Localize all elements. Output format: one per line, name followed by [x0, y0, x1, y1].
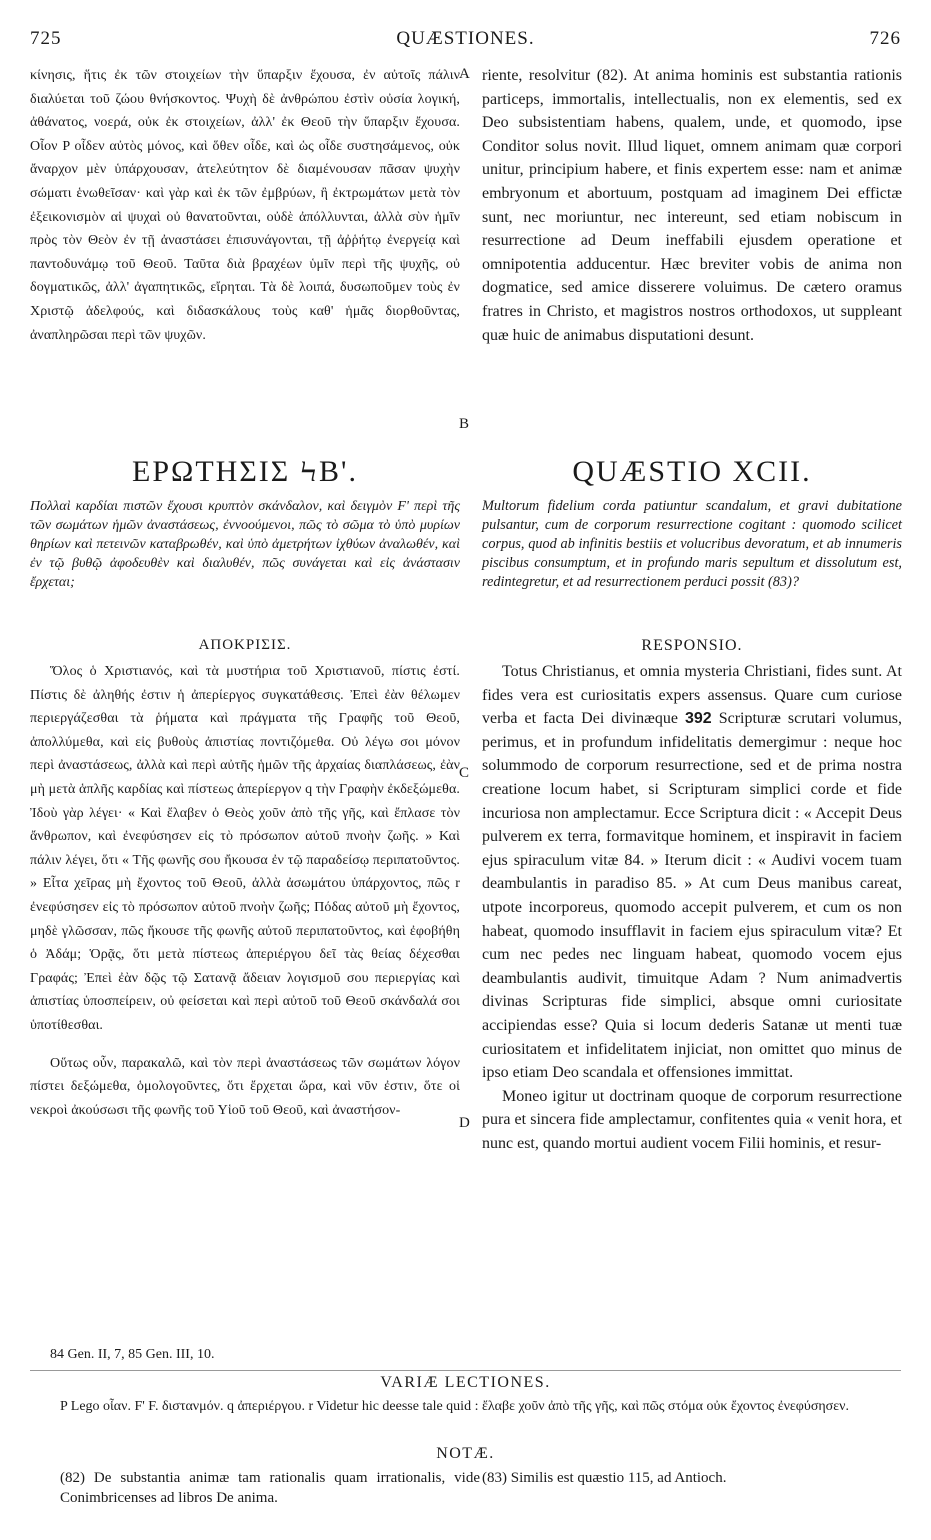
greek-column-top — [30, 64, 460, 347]
greek-response-paragraph-1: Ὅλος ὁ Χριστιανός, καὶ τὰ μυστήρια τοῦ Χριστιανοῦ, πίστις ἐστί. Πίστις δὲ ἀληθής ἐστιν ἡ ἀπερίεργος συγκατάθεσις. Ἐπεὶ ἐὰν θέλωμεν περιεργάζεσθαι τὰ ῥήματα καὶ πράγματα τῆς Γραφῆς τοῦ Θεοῦ, ἀπολλύμεθα, καὶ εἰς βυθοὺς ἀπιστίας ποντιζόμεθα. Οὐ λέγω σοι μόνον περὶ ἀναστάσεως, ἀλλὰ καὶ περὶ αὐτῆς ἡμῶν τῆς ἀρχαίας διαπλάσεως, ἐὰν μὴ μετὰ ἁπλῆς καρδίας καὶ πίστεως ἀπερίεργον q τὴν Γραφὴν ἐκδεξώμεθα. Ἰδοὺ γὰρ λέγει· « Καὶ ἔλαβεν ὁ Θεὸς χοῦν ἀπὸ τῆς γῆς, καὶ ἔπλασε τὸν ἄνθρωπον, καὶ ἐνεφύσησεν εἰς τὸ πρόσωπον αὐτοῦ πνοὴν ζωῆς. » Καὶ πάλιν λέγει, ὅτι « Τῆς φωνῆς σου ἤκουσα ἐν τῷ παραδείσῳ περιπατοῦντος. » Εἶτα χεῖρας μὴ ἔχοντος τοῦ Θεοῦ, ἀλλὰ ἀσωμάτου ὑπάρχοντος, πῶς r ἐνεφύσησεν εἰς τὸ πρόσωπον αὐτοῦ πνοὴν ζωῆς; Πόδας αὐτοῦ μὴ ἔχοντος, μηδὲ γλῶσσαν, πῶς ἤκουσε τῆς φωνῆς αὐτοῦ περιπατοῦντος, καὶ ἐφοβήθη ὁ Ἀδάμ; Ὁρᾷς, ὅτι μετὰ πίστεως ἀπεριέργου δεῖ τὰς θείας δέχεσθαι Γραφάς; Ἐπεὶ ἐὰν δῷς τῷ Σατανᾷ ἄδειαν λογισμοῦ σου περιεργίας καὶ ἀπιστίας ὑποσπείρειν, οὐ φείσεται καὶ περὶ αὐτοῦ τοῦ Θεοῦ σκάνδαλά σοι ὑποτίθεσθαι. — [30, 664, 460, 1033]
margin-marker-c: C — [459, 765, 470, 781]
footnote-divider — [30, 1370, 901, 1371]
column-number: 392 — [684, 710, 712, 728]
greek-response-paragraph-2: Οὕτως οὖν, παρακαλῶ, καὶ τὸν περὶ ἀναστάσεως τῶν σωμάτων λόγον πίστει δεξώμεθα, ὁμολογοῦντες, ὅτι ἔρχεται ὥρα, καὶ νῦν ἐστιν, ὅτε οἱ νεκροὶ ἀκούσωσι τῆς φωνῆς τοῦ Υἱοῦ τοῦ Θεοῦ, καὶ ἀναστήσον- — [30, 1055, 460, 1118]
greek-response-heading: ΑΠΟΚΡΙΣΙΣ. — [198, 637, 292, 653]
note-82: (82) De substantia animæ tam rationalis quam irrationalis, vide Conimbricenses ad libros De anima. — [60, 1470, 480, 1506]
variae-lectiones-text: P Lego οἷαν. F' F. διστανμόν. q ἀπεριέργου. r Videtur hic deesse tale quid : ἔλαβε χοῦν ἀπὸ τῆς γῆς, καὶ πῶς στόμα οὐκ ἔχοντος ἐνεφύσησεν. — [60, 1399, 849, 1414]
latin-response-column — [482, 660, 902, 1155]
note-83: (83) Similis est quæstio 115, ad Antioch. — [482, 1470, 727, 1486]
greek-paragraph-top: κίνησις, ἥτις ἐκ τῶν στοιχείων τὴν ὕπαρξιν ἔχουσα, ἐν αὐτοῖς πάλιν διαλύεται τοῦ ζώου θνήσκοντος. Ψυχὴ δὲ ἀνθρώπου ἐστὶν οὐσία λογική, ἀθάνατος, νοερά, οὐκ ἐκ στοιχείων, ἀλλ' ἐκ Θεοῦ τὴν ὕπαρξιν ἔχουσα. Οἷον P οἶδεν αὐτὸς μόνος, καὶ ὅθεν οἶδε, καὶ ὡς οἶδε συστησάμενος, οὐκ ἄναρχον μὲν ὑπάρχουσαν, ἀτελεύτητον δὲ διαμένουσαν πᾶσαν ψυχὴν σώματι ἑνωθεῖσαν· καὶ γὰρ καὶ ἐκ τῶν ἐμβρύων, ἢ ἐκτρωμάτων μετὰ τὸν ἐξεικονισμὸν αἱ ψυχαὶ οὐ θανατοῦνται, οὐδὲ ἀπόλλυνται, ἀλλὰ σὺν ἡμῖν πρὸς τὸν Θεὸν ἐν τῇ ἀναστάσει ἐπισυνάγονται, τῇ ἀῤῥήτῳ ἐνεργείᾳ καὶ παντοδυνάμῳ τοῦ Θεοῦ. Ταῦτα διὰ βραχέων ὑμῖν περὶ τῆς ψυχῆς, οὐ δογματικῶς, ἀλλ' ἀγαπητικῶς, εἴρηται. Τὰ δὲ λοιπά, δυσωποῦμεν τοὺς ἐν Χριστῷ ἀδελφούς, καὶ διδασκάλους τοὺς καθ' ἡμᾶς διορθοῦντας, ἀναπληρῶσαι περὶ τῶν ψυχῶν. — [30, 68, 460, 343]
page-number-left: 725 — [30, 28, 62, 49]
latin-response-text-1a: Totus Christianus, et omnia mysteria Christiani, fides sunt. At fides vera est curiositatis expers assensus. Quare cum curiose verba et facta Dei divinæque — [482, 663, 902, 728]
latin-response-heading: RESPONSIO. — [641, 637, 743, 654]
notae-heading: NOTÆ. — [436, 1445, 495, 1462]
latin-question-heading: QUÆSTIO XCII. — [572, 455, 812, 488]
latin-column-top — [482, 64, 902, 347]
margin-marker-d: D — [459, 1115, 470, 1131]
latin-paragraph-top: riente, resolvitur (82). At anima hominis est substantia rationis particeps, immortalis, intellectualis, non ex elementis, sed ex Deo subsistentiam habens, qualem, unde, et quomodo, ipse Conditor solus novit. Illud liquet, omnem animam quæ corpori unitur, principium habere, et finis expertem esse: nam et animæ embryonum et abortuum, postquam ad imaginem Dei effictæ sunt, nec moriuntur, nec intereunt, sed etiam nobiscum in resurrectione ad Deum ineffabili ejusdem operatione et omnipotentia adducentur. Hæc breviter vobis de anima non dogmatice, sed amice disserere voluimus. De cætero oramus fratres in Christo, et magistros nostros orthodoxos, ut suppleant quæ huic de animabus disputationi desunt. — [482, 67, 902, 344]
scripture-references: 84 Gen. II, 7, 85 Gen. III, 10. — [50, 1347, 215, 1362]
latin-response-paragraph-1 — [482, 660, 902, 1085]
variae-lectiones-heading: VARIÆ LECTIONES. — [380, 1374, 551, 1391]
margin-marker-a: A — [459, 66, 470, 82]
latin-question-text: Multorum fidelium corda patiuntur scandalum, et gravi dubitatione pulsantur, cum de corporum resurrectione cogitant : quomodo scilicet corpus, quod ab infinitis bestiis et volucribus devoratum, et ab innumeris piscibus consumptum, et in profundo maris sepultum et dissolutum est, redintegretur, et ad resurrectionem perduci possit (83)? — [482, 498, 902, 590]
running-header — [30, 28, 901, 58]
greek-response-column — [30, 660, 460, 1122]
greek-question-text: Πολλαὶ καρδίαι πιστῶν ἔχουσι κρυπτὸν σκάνδαλον, καὶ δειγμὸν F' περὶ τῆς τῶν σωμάτων ἡμῶν ἀναστάσεως, ἐννοούμενοι, πῶς τὸ σῶμα τὸ ὑπὸ μυρίων θηρίων καὶ πετεινῶν καταβρωθέν, καὶ ὑπὸ ἀμετρήτων ἰχθύων ἀναλωθέν, καὶ ἐν τῷ βυθῷ ἀφοδευθὲν καὶ διαλυθέν, πῶς συνάγεται καὶ εἰς ἀνάστασιν ἔρχεται; — [30, 499, 460, 590]
running-title: QUÆSTIONES. — [396, 28, 535, 49]
greek-question-heading: ΕΡΩΤΗΣΙΣ ϞΒ'. — [132, 455, 358, 488]
margin-marker-b: B — [459, 416, 470, 432]
latin-response-text-1b: Scripturæ scrutari volumus, perimus, et in profundum infidelitatis demergimur : neque hoc solummodo de corporum resurrectione, sed et de prima nostra creatione locum habet, si Scripturam simplici corde et fide incuriosa non amplectamur. Ecce Scriptura dicit : « Accepit Deus pulverem ex terra, formavitque hominem, et inspiravit in faciem ejus spiraculum vitæ 84. » Iterum dicit : « Audivi vocem tuam deambulantis in paradiso 85. » At cum Deus manibus careat, utpote incorporeus, quomodo accepit pulverem, et cum os non habeat, quomodo insufflavit in faciem ejus spiraculum vitæ? Et cum nec pedes nec linguam habeat, quomodo vocem ejus deambulantis audivit, timuitque Adam ? Num animadvertis divinas Scripturas fide simplici, absque omni curiositate accipiendas esse? Quia si locum dederis Satanæ ut menti tuæ curiositatem et infidelitatem injiciat, non omittet quo minus de ipso etiam Deo scandala et offensiones immittat. — [482, 710, 903, 1082]
page-number-right: 726 — [869, 28, 901, 49]
latin-response-paragraph-2: Moneo igitur ut doctrinam quoque de corporum resurrectione pura et sincera fide amplectamur, confitentes quia « venit hora, et nunc est, quando mortui audient vocem Filii hominis, et resur- — [482, 1087, 902, 1152]
